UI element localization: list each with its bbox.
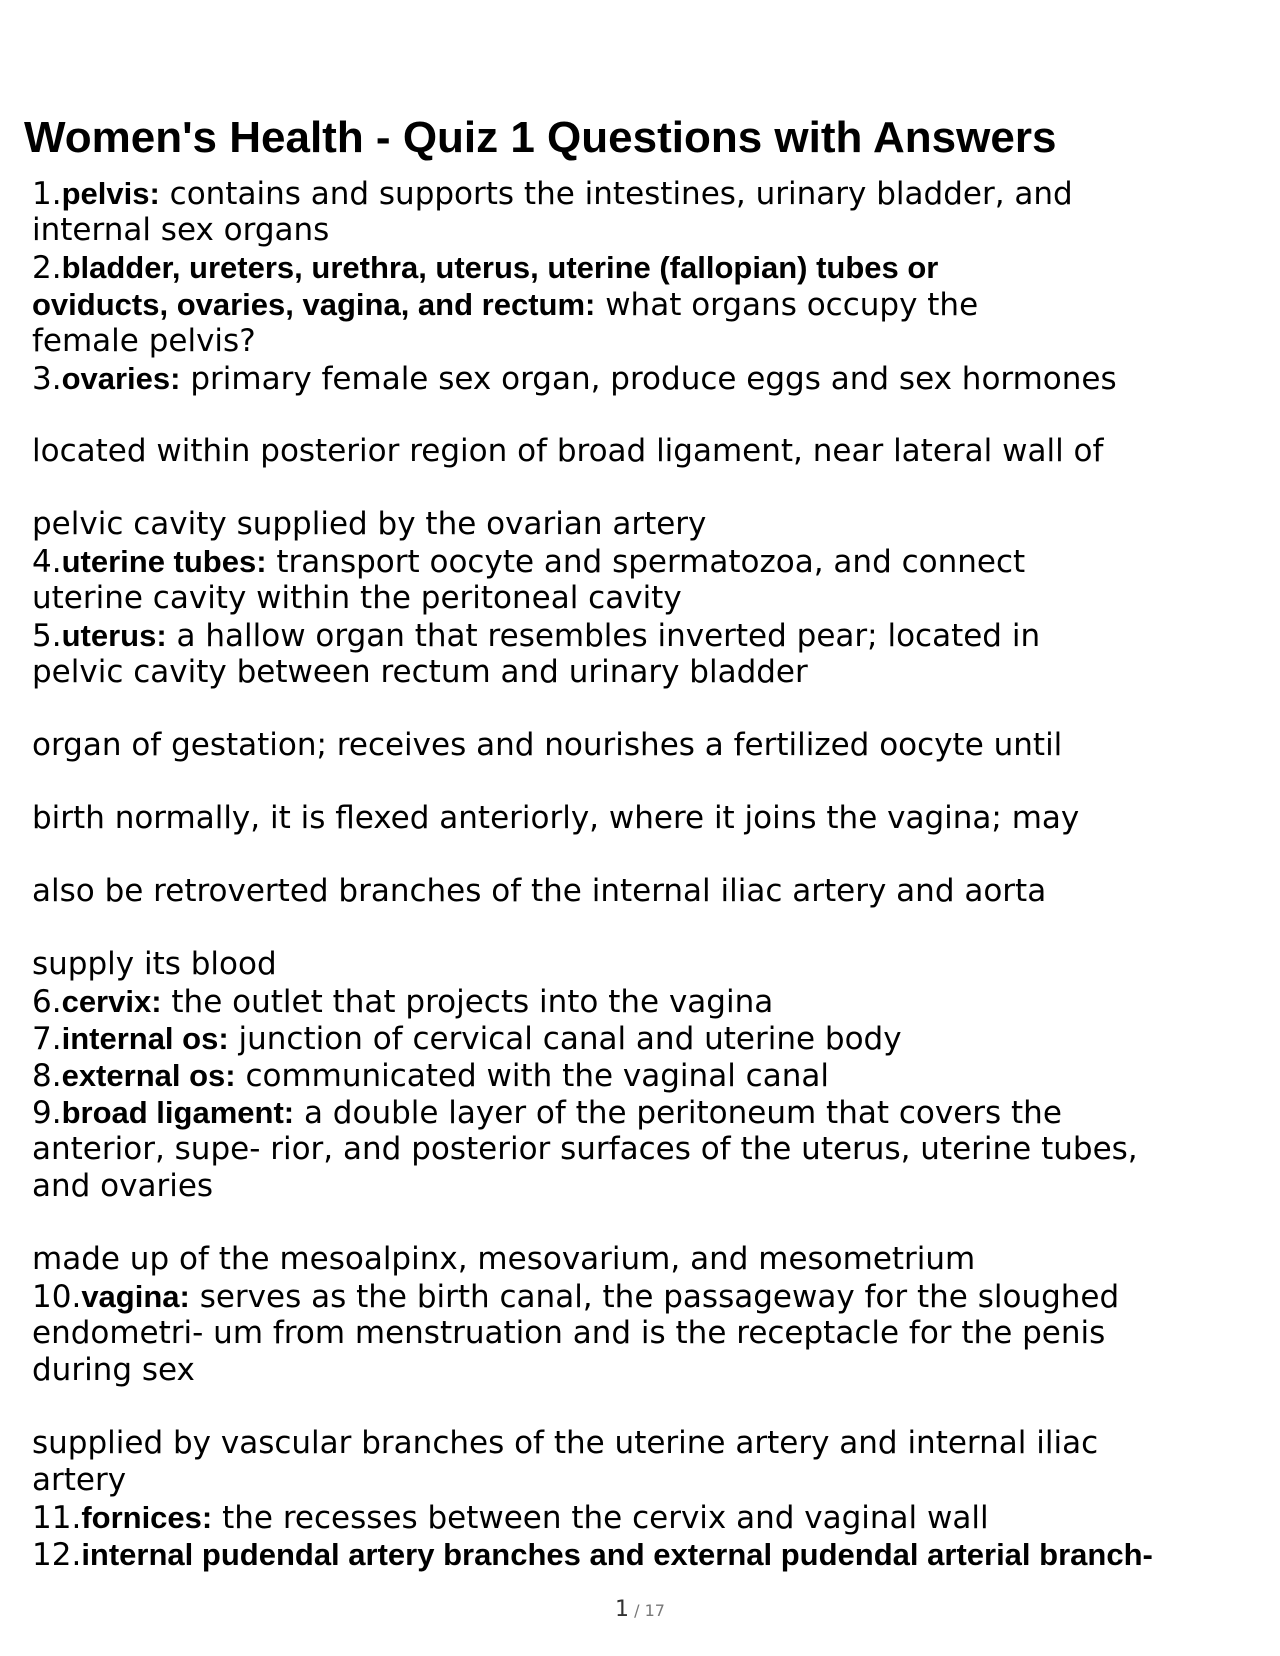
item-number: 4. [32, 544, 62, 580]
item-number: 12. [32, 1537, 82, 1573]
qa-item-9 [32, 1094, 1252, 1131]
item-term: vagina: [81, 1279, 190, 1314]
item-term: bladder, ureters, urethra, uterus, uterine (fallopian) tubes or [61, 250, 939, 285]
item-answer: transport oocyte and spermatozoa, and connect [266, 544, 1026, 580]
qa-item-6 [32, 983, 1252, 1020]
answer-line: also be retroverted branches of the internal iliac artery and aorta [32, 873, 1047, 909]
item-term: uterine tubes: [61, 544, 267, 579]
answer-line: artery [32, 1462, 127, 1498]
item-term: uterus: [61, 618, 167, 653]
qa-item-4 [32, 543, 1252, 580]
answer-line [32, 286, 1252, 323]
item-number: 9. [32, 1095, 62, 1131]
answer-line: made up of the mesoalpinx, mesovarium, and mesometrium [32, 1241, 976, 1277]
item-answer: primary female sex organ, produce eggs and sex hormones [180, 361, 1117, 397]
item-term: internal os: [61, 1021, 229, 1056]
item-number: 1. [32, 176, 62, 212]
qa-list [32, 175, 1252, 1573]
answer-line: anterior, supe- rior, and posterior surfaces of the uterus, uterine tubes, [32, 1131, 1138, 1167]
qa-item-11 [32, 1499, 1252, 1536]
item-number: 10. [32, 1279, 82, 1315]
answer-line: birth normally, it is flexed anteriorly, where it joins the vagina; may [32, 800, 1080, 836]
item-term: fornices: [81, 1500, 213, 1535]
answer-line: endometri- um from menstruation and is the receptacle for the penis [32, 1315, 1106, 1351]
spacer [32, 764, 1252, 800]
total-pages: / 17 [629, 1601, 665, 1620]
item-answer: junction of cervical canal and uterine body [228, 1021, 902, 1057]
answer-line: pelvic cavity between rectum and urinary bladder [32, 654, 808, 690]
answer-line: female pelvis? [32, 323, 256, 359]
item-term: internal pudendal artery branches and external pudendal arterial branch- [81, 1537, 1153, 1572]
page-indicator [0, 1597, 1280, 1622]
spacer [32, 397, 1252, 433]
item-number: 6. [32, 984, 62, 1020]
answer-line: pelvic cavity supplied by the ovarian artery [32, 506, 707, 542]
item-answer: what organs occupy the [595, 287, 979, 323]
spacer [32, 691, 1252, 727]
qa-item-7 [32, 1020, 1252, 1057]
answer-line: and ovaries [32, 1168, 214, 1204]
item-answer: the recesses between the cervix and vaginal wall [212, 1500, 989, 1536]
spacer [32, 470, 1252, 506]
qa-item-12 [32, 1536, 1252, 1573]
current-page-number: 1 [615, 1597, 630, 1622]
qa-item-3 [32, 360, 1252, 397]
item-term: pelvis: [61, 176, 160, 211]
qa-item-8 [32, 1057, 1252, 1094]
answer-line: supplied by vascular branches of the uterine artery and internal iliac [32, 1425, 1099, 1461]
qa-item-1 [32, 175, 1252, 212]
item-answer: a hallow organ that resembles inverted pear; located in [166, 618, 1041, 654]
item-term: oviducts, ovaries, vagina, and rectum: [32, 287, 596, 322]
spacer [32, 910, 1252, 946]
item-number: 3. [32, 361, 62, 397]
item-number: 7. [32, 1021, 62, 1057]
item-number: 11. [32, 1500, 82, 1536]
item-answer: a double layer of the peritoneum that covers the [294, 1095, 1062, 1131]
answer-line: supply its blood [32, 946, 277, 982]
qa-item-5 [32, 617, 1252, 654]
item-term: external os: [61, 1058, 236, 1093]
item-number: 5. [32, 618, 62, 654]
qa-item-2 [32, 249, 1252, 286]
document-title: Women's Health - Quiz 1 Questions with Answers [24, 113, 1057, 162]
item-answer: the outlet that projects into the vagina [161, 984, 774, 1020]
item-answer: contains and supports the intestines, urinary bladder, and [159, 176, 1073, 212]
answer-line: internal sex organs [32, 212, 330, 248]
item-answer: serves as the birth canal, the passageway for the sloughed [189, 1279, 1120, 1315]
item-term: broad ligament: [61, 1095, 295, 1130]
spacer [32, 1389, 1252, 1425]
item-term: cervix: [61, 984, 162, 1019]
qa-item-10 [32, 1278, 1252, 1315]
answer-line: uterine cavity within the peritoneal cavity [32, 580, 682, 616]
spacer [32, 1205, 1252, 1241]
item-answer: communicated with the vaginal canal [235, 1058, 829, 1094]
item-number: 8. [32, 1058, 62, 1094]
item-term: ovaries: [61, 361, 181, 396]
answer-line: during sex [32, 1352, 195, 1388]
item-number: 2. [32, 250, 62, 286]
answer-line: organ of gestation; receives and nourishes a fertilized oocyte until [32, 727, 1063, 763]
spacer [32, 837, 1252, 873]
answer-line: located within posterior region of broad ligament, near lateral wall of [32, 433, 1104, 469]
